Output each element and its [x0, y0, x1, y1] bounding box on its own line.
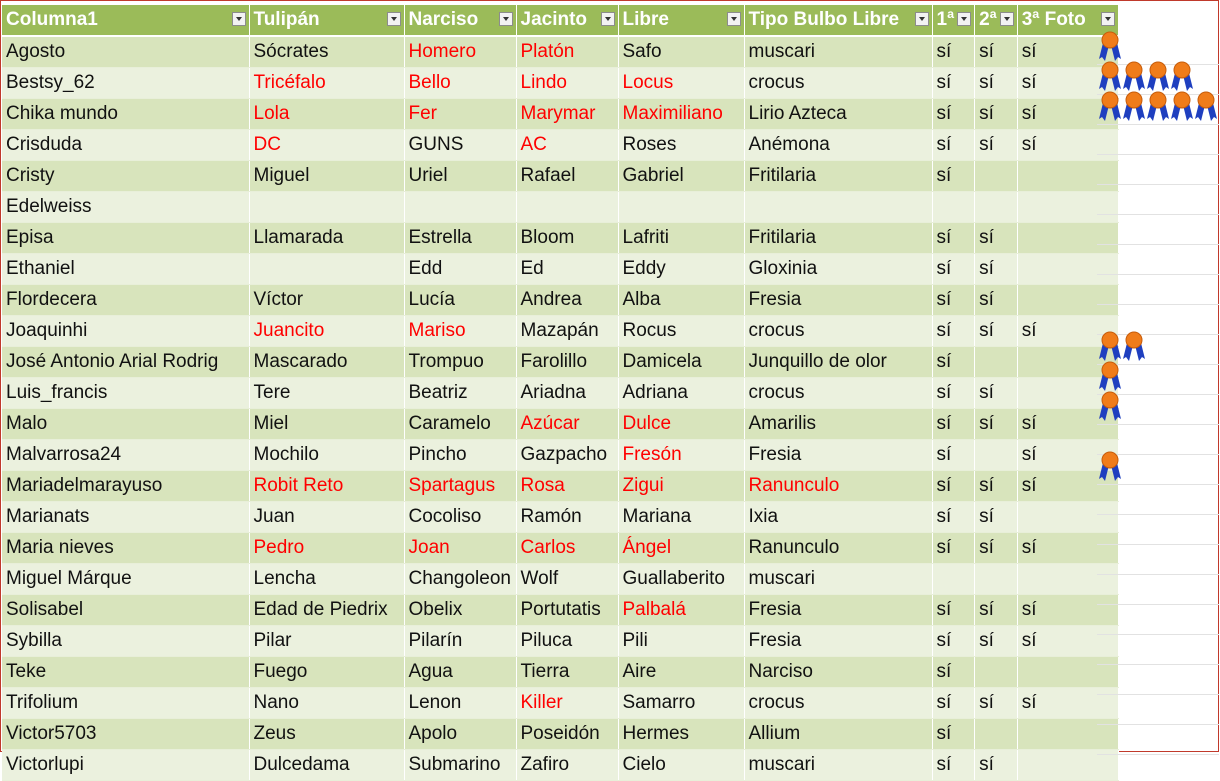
cell-name[interactable]: Bestsy_62: [2, 68, 249, 99]
cell-name[interactable]: Solisabel: [2, 595, 249, 626]
cell-libre[interactable]: Cielo: [618, 750, 744, 781]
cell-narciso[interactable]: Trompuo: [404, 347, 516, 378]
cell-jacinto[interactable]: Rafael: [516, 161, 618, 192]
cell-narciso[interactable]: Lenon: [404, 688, 516, 719]
table-row: [2, 161, 1118, 192]
cell-tipo[interactable]: Ixia: [744, 502, 932, 533]
cell-tipo[interactable]: Fritilaria: [744, 223, 932, 254]
cell-name[interactable]: Victorlupi: [2, 750, 249, 781]
filter-dropdown-icon[interactable]: [727, 12, 741, 26]
cell-libre[interactable]: Dulce: [618, 409, 744, 440]
cell-tulipan[interactable]: Zeus: [249, 719, 404, 750]
cell-name[interactable]: Maria nieves: [2, 533, 249, 564]
cell-narciso[interactable]: Agua: [404, 657, 516, 688]
cell-jacinto[interactable]: [516, 192, 618, 223]
cell-narciso[interactable]: Pincho: [404, 440, 516, 471]
cell-name[interactable]: Malo: [2, 409, 249, 440]
cell-narciso[interactable]: GUNS: [404, 130, 516, 161]
cell-libre[interactable]: Maximiliano: [618, 99, 744, 130]
cell-foto3[interactable]: sí: [1017, 36, 1118, 68]
cell-tipo[interactable]: muscari: [744, 564, 932, 595]
cell-narciso[interactable]: Pilarín: [404, 626, 516, 657]
cell-foto2[interactable]: sí: [975, 688, 1018, 719]
cell-name[interactable]: Edelweiss: [2, 192, 249, 223]
cell-foto2[interactable]: sí: [975, 285, 1018, 316]
medal-icon: [1195, 91, 1217, 123]
cell-libre[interactable]: Roses: [618, 130, 744, 161]
cell-narciso[interactable]: Estrella: [404, 223, 516, 254]
medal-icon: [1123, 91, 1145, 123]
cell-foto1[interactable]: sí: [932, 285, 975, 316]
cell-foto2[interactable]: sí: [975, 36, 1018, 68]
cell-libre[interactable]: Alba: [618, 285, 744, 316]
cell-libre[interactable]: Gabriel: [618, 161, 744, 192]
cell-tulipan[interactable]: Juancito: [249, 316, 404, 347]
cell-foto1[interactable]: sí: [932, 378, 975, 409]
cell-jacinto[interactable]: Ramón: [516, 502, 618, 533]
cell-libre[interactable]: Rocus: [618, 316, 744, 347]
table-row: [2, 688, 1118, 719]
cell-foto1[interactable]: [932, 192, 975, 223]
cell-foto1[interactable]: sí: [932, 316, 975, 347]
cell-foto2[interactable]: sí: [975, 378, 1018, 409]
cell-narciso[interactable]: Spartagus: [404, 471, 516, 502]
cell-name[interactable]: Ethaniel: [2, 254, 249, 285]
medal-icon: [1147, 61, 1169, 93]
table-row: [2, 564, 1118, 595]
table-row: [2, 719, 1118, 750]
table-row: [2, 36, 1118, 68]
cell-libre[interactable]: Samarro: [618, 688, 744, 719]
cell-tulipan[interactable]: Nano: [249, 688, 404, 719]
cell-tulipan[interactable]: Pilar: [249, 626, 404, 657]
cell-foto2[interactable]: [975, 564, 1018, 595]
cell-name[interactable]: Cristy: [2, 161, 249, 192]
cell-jacinto[interactable]: Poseidón: [516, 719, 618, 750]
cell-foto1[interactable]: sí: [932, 440, 975, 471]
cell-narciso[interactable]: Fer: [404, 99, 516, 130]
filter-dropdown-icon[interactable]: [232, 12, 246, 26]
cell-tipo[interactable]: Fritilaria: [744, 161, 932, 192]
column-header-label: Libre: [622, 9, 669, 30]
column-header-libre: [618, 5, 744, 36]
cell-tipo[interactable]: crocus: [744, 688, 932, 719]
medal-icon: [1099, 331, 1121, 363]
cell-libre[interactable]: Eddy: [618, 254, 744, 285]
cell-tipo[interactable]: Ranunculo: [744, 533, 932, 564]
cell-foto2[interactable]: sí: [975, 750, 1018, 781]
cell-foto2[interactable]: sí: [975, 68, 1018, 99]
medal-icon: [1099, 91, 1121, 123]
cell-foto1[interactable]: sí: [932, 161, 975, 192]
filter-dropdown-icon[interactable]: [387, 12, 401, 26]
cell-jacinto[interactable]: Piluca: [516, 626, 618, 657]
cell-name[interactable]: Crisduda: [2, 130, 249, 161]
medal-icon: [1099, 61, 1121, 93]
cell-libre[interactable]: Mariana: [618, 502, 744, 533]
cell-tulipan[interactable]: Tere: [249, 378, 404, 409]
column-header-label: Tulipán: [253, 9, 320, 30]
table-row: [2, 130, 1118, 161]
medal-row: [1099, 331, 1220, 361]
cell-libre[interactable]: Locus: [618, 68, 744, 99]
cell-tulipan[interactable]: Edad de Piedrix: [249, 595, 404, 626]
cell-libre[interactable]: Zigui: [618, 471, 744, 502]
cell-tulipan[interactable]: Fuego: [249, 657, 404, 688]
header-row: [2, 5, 1118, 36]
cell-jacinto[interactable]: Tierra: [516, 657, 618, 688]
cell-foto3[interactable]: sí: [1017, 533, 1118, 564]
cell-tulipan[interactable]: [249, 254, 404, 285]
cell-foto1[interactable]: [932, 564, 975, 595]
cell-jacinto[interactable]: Ariadna: [516, 378, 618, 409]
cell-tulipan[interactable]: Mochilo: [249, 440, 404, 471]
column-header-label: 2ª: [979, 9, 997, 30]
cell-name[interactable]: Malvarrosa24: [2, 440, 249, 471]
cell-tipo[interactable]: Ranunculo: [744, 471, 932, 502]
cell-foto1[interactable]: sí: [932, 657, 975, 688]
medal-icon: [1147, 91, 1169, 123]
cell-foto1[interactable]: sí: [932, 223, 975, 254]
column-header-label: Jacinto: [520, 9, 588, 30]
table-row: [2, 533, 1118, 564]
column-header-foto1: [932, 5, 975, 36]
cell-name[interactable]: Mariadelmarayuso: [2, 471, 249, 502]
cell-name[interactable]: José Antonio Arial Rodrig: [2, 347, 249, 378]
column-header-narciso: [404, 5, 516, 36]
cell-jacinto[interactable]: Rosa: [516, 471, 618, 502]
table-row: [2, 750, 1118, 781]
cell-name[interactable]: Miguel Márque: [2, 564, 249, 595]
cell-jacinto[interactable]: Platón: [516, 36, 618, 68]
medal-row: [1099, 31, 1220, 61]
cell-foto1[interactable]: sí: [932, 130, 975, 161]
cell-foto3[interactable]: sí: [1017, 471, 1118, 502]
filter-dropdown-icon[interactable]: [1000, 12, 1014, 26]
medal-row: [1099, 61, 1220, 91]
cell-foto3[interactable]: sí: [1017, 688, 1118, 719]
cell-jacinto[interactable]: Andrea: [516, 285, 618, 316]
column-header-label: Tipo Bulbo Libre: [748, 9, 900, 30]
cell-tipo[interactable]: Narciso: [744, 657, 932, 688]
cell-foto2[interactable]: sí: [975, 223, 1018, 254]
column-header-label: 1ª: [936, 9, 955, 30]
cell-foto1[interactable]: sí: [932, 688, 975, 719]
cell-foto1[interactable]: sí: [932, 347, 975, 378]
cell-libre[interactable]: Guallaberito: [618, 564, 744, 595]
cell-foto3[interactable]: sí: [1017, 68, 1118, 99]
cell-foto1[interactable]: sí: [932, 626, 975, 657]
cell-foto1[interactable]: sí: [932, 68, 975, 99]
filter-dropdown-icon[interactable]: [957, 12, 971, 26]
cell-tulipan[interactable]: Pedro: [249, 533, 404, 564]
cell-tulipan[interactable]: Mascarado: [249, 347, 404, 378]
table-row: [2, 440, 1118, 471]
cell-foto2[interactable]: [975, 192, 1018, 223]
cell-tipo[interactable]: Lirio Azteca: [744, 99, 932, 130]
table-row: [2, 68, 1118, 99]
cell-foto3[interactable]: sí: [1017, 316, 1118, 347]
cell-narciso[interactable]: Caramelo: [404, 409, 516, 440]
cell-jacinto[interactable]: Wolf: [516, 564, 618, 595]
table-row: [2, 223, 1118, 254]
cell-foto1[interactable]: sí: [932, 471, 975, 502]
cell-name[interactable]: Episa: [2, 223, 249, 254]
cell-libre[interactable]: Damicela: [618, 347, 744, 378]
cell-tipo[interactable]: crocus: [744, 68, 932, 99]
cell-jacinto[interactable]: Farolillo: [516, 347, 618, 378]
cell-name[interactable]: Sybilla: [2, 626, 249, 657]
table-row: [2, 471, 1118, 502]
cell-tulipan[interactable]: Miel: [249, 409, 404, 440]
filter-dropdown-icon[interactable]: [601, 12, 615, 26]
cell-foto1[interactable]: sí: [932, 502, 975, 533]
table-row: [2, 192, 1118, 223]
cell-tipo[interactable]: Amarilis: [744, 409, 932, 440]
cell-tipo[interactable]: Junquillo de olor: [744, 347, 932, 378]
column-header-label: Narciso: [408, 9, 479, 30]
cell-foto3[interactable]: sí: [1017, 626, 1118, 657]
table-row: [2, 99, 1118, 130]
cell-foto2[interactable]: sí: [975, 316, 1018, 347]
cell-jacinto[interactable]: Killer: [516, 688, 618, 719]
cell-tipo[interactable]: crocus: [744, 316, 932, 347]
column-header-tipo: [744, 5, 932, 36]
cell-libre[interactable]: [618, 192, 744, 223]
cell-tipo[interactable]: muscari: [744, 36, 932, 68]
cell-tipo[interactable]: Gloxinia: [744, 254, 932, 285]
cell-name[interactable]: Trifolium: [2, 688, 249, 719]
cell-jacinto[interactable]: Ed: [516, 254, 618, 285]
cell-name[interactable]: Teke: [2, 657, 249, 688]
cell-foto1[interactable]: sí: [932, 254, 975, 285]
cell-tipo[interactable]: Allium: [744, 719, 932, 750]
cell-tipo[interactable]: Fresia: [744, 285, 932, 316]
medal-row: [1099, 451, 1220, 481]
cell-name[interactable]: Flordecera: [2, 285, 249, 316]
table-row: [2, 285, 1118, 316]
medal-icon: [1099, 361, 1121, 393]
cell-jacinto[interactable]: Mazapán: [516, 316, 618, 347]
medal-row: [1099, 91, 1220, 121]
cell-foto1[interactable]: sí: [932, 36, 975, 68]
cell-narciso[interactable]: Uriel: [404, 161, 516, 192]
table-body: [2, 36, 1118, 781]
cell-narciso[interactable]: Changoleon: [404, 564, 516, 595]
medal-icon: [1099, 451, 1121, 483]
cell-tulipan[interactable]: Robit Reto: [249, 471, 404, 502]
cell-narciso[interactable]: Lucía: [404, 285, 516, 316]
cell-libre[interactable]: Pili: [618, 626, 744, 657]
cell-jacinto[interactable]: Gazpacho: [516, 440, 618, 471]
cell-foto1[interactable]: sí: [932, 595, 975, 626]
cell-name[interactable]: Joaquinhi: [2, 316, 249, 347]
table-row: [2, 378, 1118, 409]
gridline: [1097, 754, 1219, 755]
medal-icon: [1123, 331, 1145, 363]
cell-foto1[interactable]: sí: [932, 719, 975, 750]
cell-foto1[interactable]: sí: [932, 533, 975, 564]
cell-libre[interactable]: Ángel: [618, 533, 744, 564]
cell-narciso[interactable]: [404, 192, 516, 223]
cell-jacinto[interactable]: Marymar: [516, 99, 618, 130]
cell-narciso[interactable]: Submarino: [404, 750, 516, 781]
cell-jacinto[interactable]: AC: [516, 130, 618, 161]
medal-row: [1099, 391, 1220, 421]
cell-tipo[interactable]: Anémona: [744, 130, 932, 161]
cell-narciso[interactable]: Bello: [404, 68, 516, 99]
cell-tulipan[interactable]: Miguel: [249, 161, 404, 192]
cell-narciso[interactable]: Homero: [404, 36, 516, 68]
cell-name[interactable]: Victor5703: [2, 719, 249, 750]
table-row: [2, 595, 1118, 626]
cell-foto1[interactable]: sí: [932, 99, 975, 130]
cell-tulipan[interactable]: DC: [249, 130, 404, 161]
cell-foto3[interactable]: sí: [1017, 440, 1118, 471]
cell-jacinto[interactable]: Lindo: [516, 68, 618, 99]
cell-foto3[interactable]: sí: [1017, 595, 1118, 626]
table-row: [2, 316, 1118, 347]
cell-jacinto[interactable]: Portutatis: [516, 595, 618, 626]
cell-jacinto[interactable]: Bloom: [516, 223, 618, 254]
cell-tulipan[interactable]: Tricéfalo: [249, 68, 404, 99]
cell-tipo[interactable]: Fresia: [744, 626, 932, 657]
cell-narciso[interactable]: Beatriz: [404, 378, 516, 409]
cell-narciso[interactable]: Obelix: [404, 595, 516, 626]
cell-name[interactable]: Chika mundo: [2, 99, 249, 130]
cell-foto1[interactable]: sí: [932, 750, 975, 781]
cell-foto3[interactable]: sí: [1017, 130, 1118, 161]
cell-tulipan[interactable]: Juan: [249, 502, 404, 533]
cell-jacinto[interactable]: Azúcar: [516, 409, 618, 440]
cell-foto2[interactable]: sí: [975, 471, 1018, 502]
cell-jacinto[interactable]: Carlos: [516, 533, 618, 564]
cell-libre[interactable]: Safo: [618, 36, 744, 68]
cell-libre[interactable]: Hermes: [618, 719, 744, 750]
medal-column: [1099, 1, 1220, 753]
cell-foto3[interactable]: sí: [1017, 409, 1118, 440]
column-header-label: 3ª Foto: [1021, 9, 1086, 30]
medal-row: [1099, 361, 1220, 391]
cell-libre[interactable]: Fresón: [618, 440, 744, 471]
cell-foto2[interactable]: [975, 347, 1018, 378]
cell-tulipan[interactable]: Víctor: [249, 285, 404, 316]
cell-foto2[interactable]: [975, 161, 1018, 192]
cell-libre[interactable]: Adriana: [618, 378, 744, 409]
cell-foto2[interactable]: sí: [975, 99, 1018, 130]
medal-icon: [1099, 31, 1121, 63]
column-header-jacinto: [516, 5, 618, 36]
cell-foto2[interactable]: sí: [975, 409, 1018, 440]
medal-icon: [1171, 91, 1193, 123]
cell-tulipan[interactable]: Sócrates: [249, 36, 404, 68]
column-header-tulipan: [249, 5, 404, 36]
cell-foto3[interactable]: sí: [1017, 99, 1118, 130]
cell-foto2[interactable]: sí: [975, 533, 1018, 564]
cell-foto2[interactable]: sí: [975, 254, 1018, 285]
cell-name[interactable]: Luis_francis: [2, 378, 249, 409]
cell-tulipan[interactable]: [249, 192, 404, 223]
cell-foto2[interactable]: [975, 657, 1018, 688]
cell-name[interactable]: Marianats: [2, 502, 249, 533]
cell-narciso[interactable]: Edd: [404, 254, 516, 285]
cell-foto2[interactable]: [975, 440, 1018, 471]
cell-tipo[interactable]: crocus: [744, 378, 932, 409]
cell-tipo[interactable]: muscari: [744, 750, 932, 781]
cell-foto1[interactable]: sí: [932, 409, 975, 440]
cell-foto2[interactable]: [975, 719, 1018, 750]
cell-foto2[interactable]: sí: [975, 595, 1018, 626]
cell-libre[interactable]: Lafriti: [618, 223, 744, 254]
table-row: [2, 657, 1118, 688]
table-row: [2, 626, 1118, 657]
cell-tulipan[interactable]: Lencha: [249, 564, 404, 595]
cell-narciso[interactable]: Apolo: [404, 719, 516, 750]
column-header-label: Columna1: [6, 9, 98, 30]
cell-name[interactable]: Agosto: [2, 36, 249, 68]
cell-tipo[interactable]: Fresia: [744, 595, 932, 626]
cell-tulipan[interactable]: Lola: [249, 99, 404, 130]
table-row: [2, 347, 1118, 378]
data-table: [2, 5, 1119, 781]
cell-foto2[interactable]: sí: [975, 626, 1018, 657]
medal-icon: [1171, 61, 1193, 93]
medal-icon: [1123, 61, 1145, 93]
table-row: [2, 409, 1118, 440]
cell-jacinto[interactable]: Zafiro: [516, 750, 618, 781]
cell-libre[interactable]: Palbalá: [618, 595, 744, 626]
cell-foto2[interactable]: sí: [975, 502, 1018, 533]
table-row: [2, 502, 1118, 533]
cell-tulipan[interactable]: Llamarada: [249, 223, 404, 254]
medal-icon: [1099, 391, 1121, 423]
cell-tipo[interactable]: [744, 192, 932, 223]
column-header-name: [2, 5, 249, 36]
filter-dropdown-icon[interactable]: [499, 12, 513, 26]
column-header-foto2: [975, 5, 1018, 36]
cell-narciso[interactable]: Cocoliso: [404, 502, 516, 533]
table-row: [2, 254, 1118, 285]
filter-dropdown-icon[interactable]: [915, 12, 929, 26]
cell-foto2[interactable]: sí: [975, 130, 1018, 161]
cell-tulipan[interactable]: Dulcedama: [249, 750, 404, 781]
cell-narciso[interactable]: Joan: [404, 533, 516, 564]
cell-libre[interactable]: Aire: [618, 657, 744, 688]
cell-narciso[interactable]: Mariso: [404, 316, 516, 347]
cell-tipo[interactable]: Fresia: [744, 440, 932, 471]
